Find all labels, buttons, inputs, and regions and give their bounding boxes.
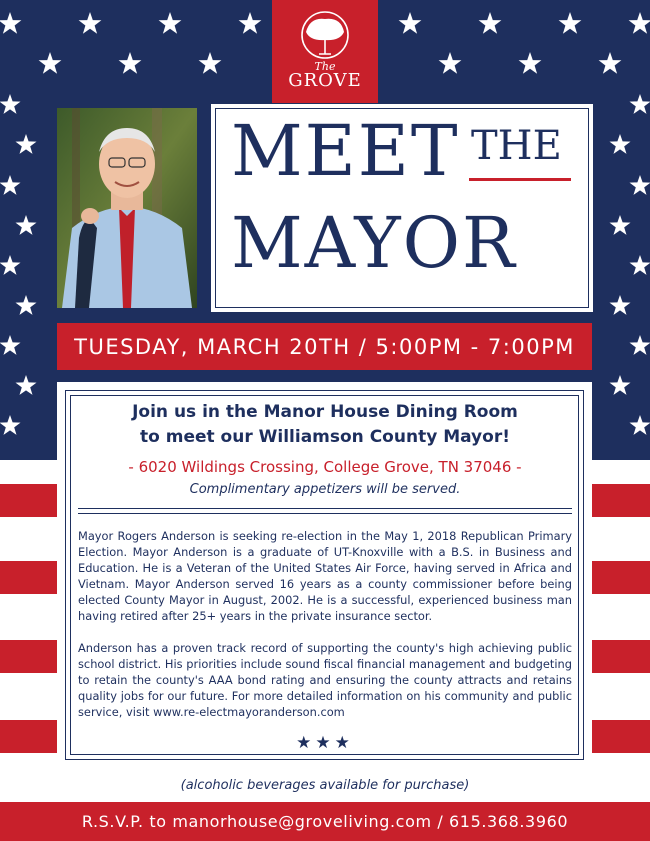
bio-paragraph-1: Mayor Rogers Anderson is seeking re-election in the May 1, 2018 Republican Primary Election. Mayor Anderson is a graduate of UT-Knoxville with a B.S. in Business and Education. He is a Veteran of the United States Air Force, having served in Africa and Vietnam. Mayor Anderson served 16 years as a county commissioner before being elected County Mayor in August, 2002. He is a successful, experienced business man having retired after 25+ years in the private insurance sector.: [78, 529, 572, 623]
title-meet: MEET: [231, 110, 460, 192]
intro-line-1: Join us in the Manor House Dining Room: [132, 402, 518, 422]
event-date-banner: TUESDAY, MARCH 20TH / 5:00PM - 7:00PM: [57, 323, 592, 370]
divider: [78, 508, 572, 514]
title-mayor: MAYOR: [231, 202, 517, 284]
logo-name: GROVE: [288, 70, 362, 91]
star-divider: ★★★: [296, 733, 354, 753]
title-the: THE: [471, 123, 562, 169]
appetizers-note: Complimentary appetizers will be served.: [189, 482, 461, 497]
title-underline: [469, 178, 571, 181]
logo-script: The: [314, 60, 336, 73]
mayor-photo: [57, 108, 197, 308]
intro-line-2: to meet our Williamson County Mayor!: [140, 427, 510, 447]
event-address: - 6020 Wildings Crossing, College Grove, TN 37046 -: [128, 458, 522, 476]
bio-paragraph-2: Anderson has a proven track record of supporting the county's high achieving public school district. His priorities include sound fiscal financial management and budgeting to retain the county's AAA bond rating and ensuring the county attracts and retains quality jobs for our future. For more detailed information on his community and public service, visit www.re-electmayoranderson.com: [78, 641, 572, 719]
rsvp-banner: R.S.V.P. to manorhouse@groveliving.com / 615.368.3960: [0, 802, 650, 841]
alcohol-note: (alcoholic beverages available for purchase): [180, 778, 470, 793]
title-box: [210, 103, 594, 313]
